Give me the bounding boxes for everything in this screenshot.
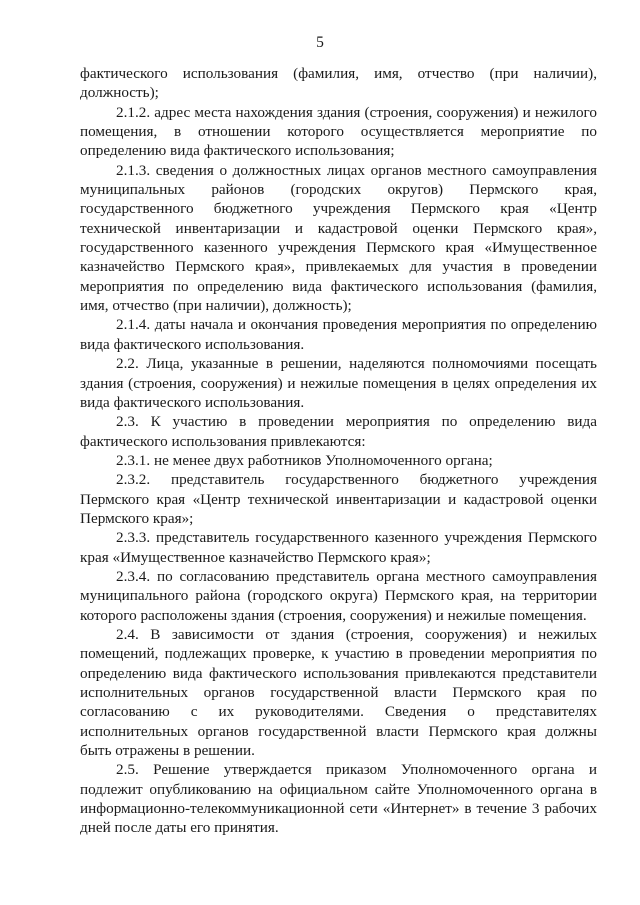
paragraph-2-3-3: 2.3.3. представитель государственного казенного учреждения Пермского края «Имущественное казначейство Пермского края»;: [80, 529, 597, 566]
paragraph-2-1-4: 2.1.4. даты начала и окончания проведения мероприятия по определению вида фактического использования.: [80, 316, 597, 353]
page-number: 5: [316, 34, 324, 51]
paragraph-2-3-1: 2.3.1. не менее двух работников Уполномоченного органа;: [116, 451, 493, 469]
paragraph-2-5: 2.5. Решение утверждается приказом Уполномоченного органа и подлежит опубликованию на официальном сайте Уполномоченного органа в информационно-телекоммуникационной сети «Интернет» в течение 3 рабочих дней после даты его принятия.: [80, 761, 597, 837]
paragraph-2-2: 2.2. Лица, указанные в решении, наделяются полномочиями посещать здания (строения, сооружения) и нежилые помещения в целях определения их вида фактического использования.: [80, 355, 597, 411]
paragraph-2-3-4: 2.3.4. по согласованию представитель органа местного самоуправления муниципального района (городского округа) Пермского края, на территории которого расположены здания (строения, сооружения) и нежилые помещения.: [80, 567, 597, 624]
paragraph-2-4: 2.4. В зависимости от здания (строения, сооружения) и нежилых помещений, подлежащих проверке, к участию в проведении мероприятия по определению вида фактического использования привлекаются представители исполнительных органов государственной власти Пермского края по согласованию с их руководителями. Сведения о представителях исполнительных органов государственной власти Пермского края должны быть отражены в решении.: [80, 625, 597, 760]
paragraph-2-3-2: 2.3.2. представитель государственного бюджетного учреждения Пермского края «Центр технической инвентаризации и кадастровой оценки Пермского края»;: [80, 471, 597, 527]
paragraph-continuation: фактического использования (фамилия, имя, отчество (при наличии), должность);: [80, 65, 597, 102]
paragraph-2-3: 2.3. К участию в проведении мероприятия по определению вида фактического использования привлекаются:: [80, 413, 597, 450]
paragraph-2-1-3: 2.1.3. сведения о должностных лицах органов местного самоуправления муниципальных районов (городских округов) Пермского края, государственного бюджетного учреждения Пермского края «Центр технической инвентаризации и кадастровой оценки Пермского края», государственного казенного учреждения Пермского края «Имущественное казначейство Пермского края», привлекаемых для участия в проведении мероприятия по определению вида фактического использования (фамилия, имя, отчество (при наличии), должность);: [80, 161, 597, 315]
document-body: [80, 64, 597, 838]
paragraph-2-1-2: 2.1.2. адрес места нахождения здания (строения, сооружения) и нежилого помещения, в отношении которого осуществляется мероприятие по определению вида фактического использования;: [80, 103, 597, 160]
